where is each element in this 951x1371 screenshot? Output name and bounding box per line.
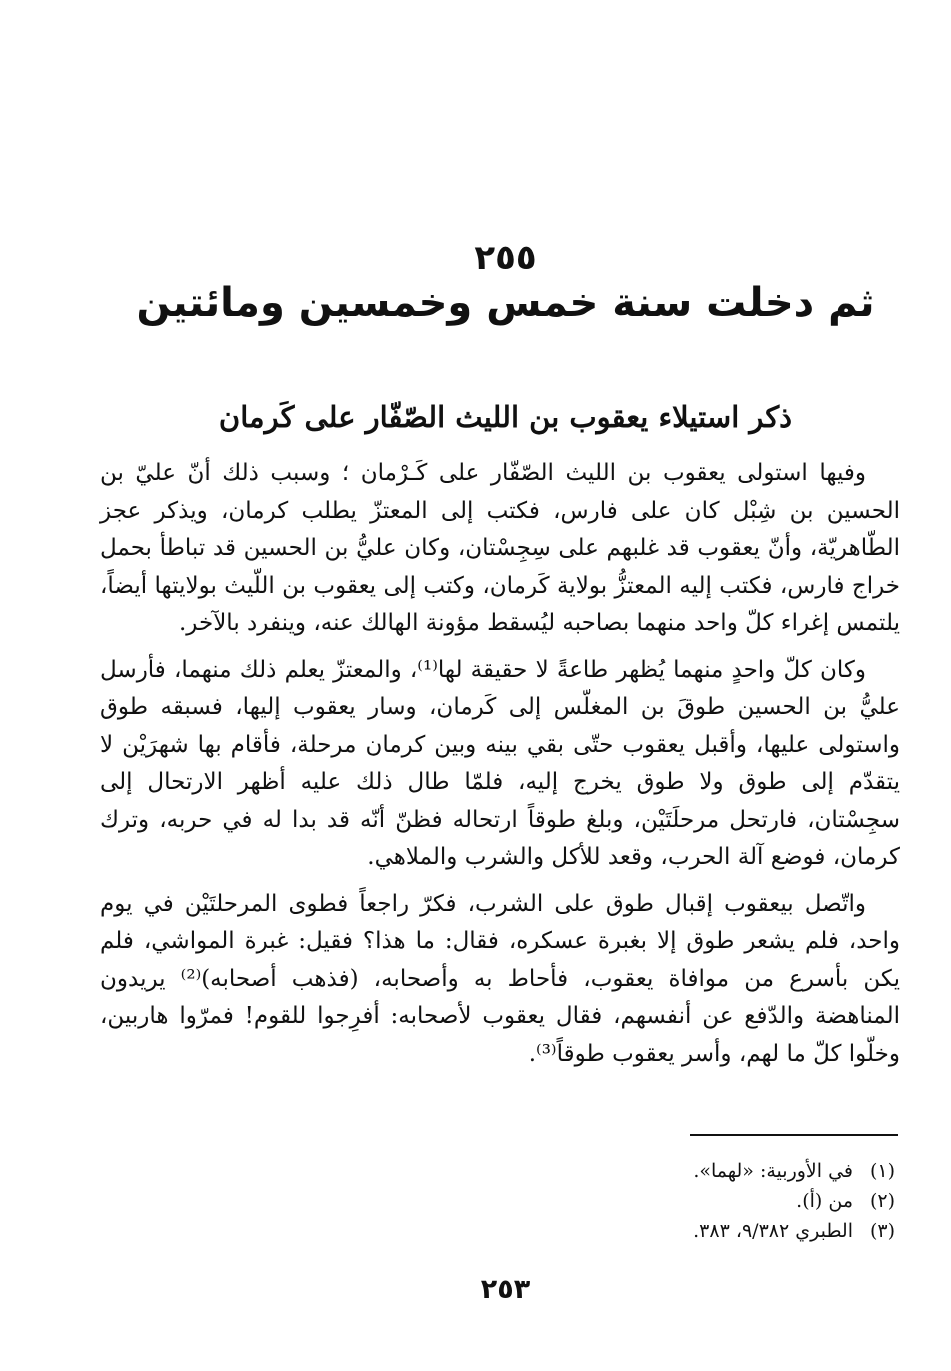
footnote-text: الطبري ٩/٣٨٢، ٣٨٣. — [693, 1220, 853, 1242]
footnote-text: من (أ). — [796, 1190, 853, 1212]
section-title: ذكر استيلاء يعقوب بن الليث الصّفّار على كَرمان — [218, 400, 793, 434]
chapter-title: ثم دخلت سنة خمس وخمسين ومائتين — [136, 280, 875, 326]
year-heading: ٢٥٥ — [474, 238, 537, 278]
paragraph-1: وفيها استولى يعقوب بن الليث الصّفّار على كَـرْمان ؛ وسبب ذلك أنّ عليّ بن الحسين بن شِبْل كان على فارس، فكتب إلى المعتزّ يطلب كرمان، ويذكر عجز الطّاهريّة، وأنّ يعقوب قد غلبهم على سِجِسْتان، وكان عليُّ بن الحسين قد تباطأ بحمل خراج فارس، فكتب إليه المعتزُّ بولاية كَرمان، وكتب إلى يعقوب بن اللّيث بولايتها أيضاً، يلتمس إغراء كلّ واحد منهما بصاحبه ليُسقط مؤونة الهالك عنه، وينفرد بالآخر. — [100, 460, 900, 636]
footnote-number: (٣) — [869, 1220, 895, 1242]
footnote-number: (٢) — [869, 1190, 895, 1212]
body-text — [100, 455, 900, 1073]
footnote-item — [335, 1186, 895, 1216]
footnote-divider — [690, 1134, 898, 1136]
paragraph-2: وكان كلّ واحدٍ منهما يُظهر طاعةً لا حقيقة لها⁽¹⁾، والمعتزّ يعلم ذلك منهما، فأرسل عليُّ بن الحسين طوقَ بن المغلّس إلى كَرمان، وسار يعقوب إليها، فسبقه طوق واستولى عليها، وأقبل يعقوب حتّى بقي بينه وبين كرمان مرحلة، فأقام بها شهرَيْن لا يتقدّم إلى طوق ولا طوق يخرج إليه، فلمّا طال ذلك عليه أظهر الارتحال إلى سجِسْتان، فارتحل مرحلَتَيْن، وبلغ طوقاً ارتحاله فظنّ أنّه قد بدا له في حربه، وترك كرمان، فوضع آلة الحرب، وقعد للأكل والشرب والملاهي. — [100, 656, 901, 870]
paragraph-3: واتّصل بيعقوب إقبال طوق على الشرب، فكرّ راجعاً فطوى المرحلتَيْن في يوم واحد، فلم يشعر طوق إلا بغبرة عسكره، فقال: ما هذا؟ فقيل: غبرة المواشي، فلم يكن بأسرع من موافاة يعقوب، فأحاط به وأصحابه، (فذهب أصحابه)⁽²⁾ يريدون المناهضة والدّفع عن أنفسهم، فقال يعقوب لأصحابه: أفرِجوا للقوم! فمرّوا هاربين، وخلّوا كلّ ما لهم، وأسر يعقوب طوقاً⁽³⁾. — [100, 890, 900, 1067]
page-number: ٢٥٣ — [480, 1274, 531, 1305]
footnote-number: (١) — [869, 1160, 895, 1182]
footnote-item — [335, 1216, 895, 1246]
footnotes-list — [335, 1156, 895, 1246]
footnote-item — [335, 1156, 895, 1186]
footnote-text: في الأوربية: «لهما». — [693, 1160, 853, 1182]
